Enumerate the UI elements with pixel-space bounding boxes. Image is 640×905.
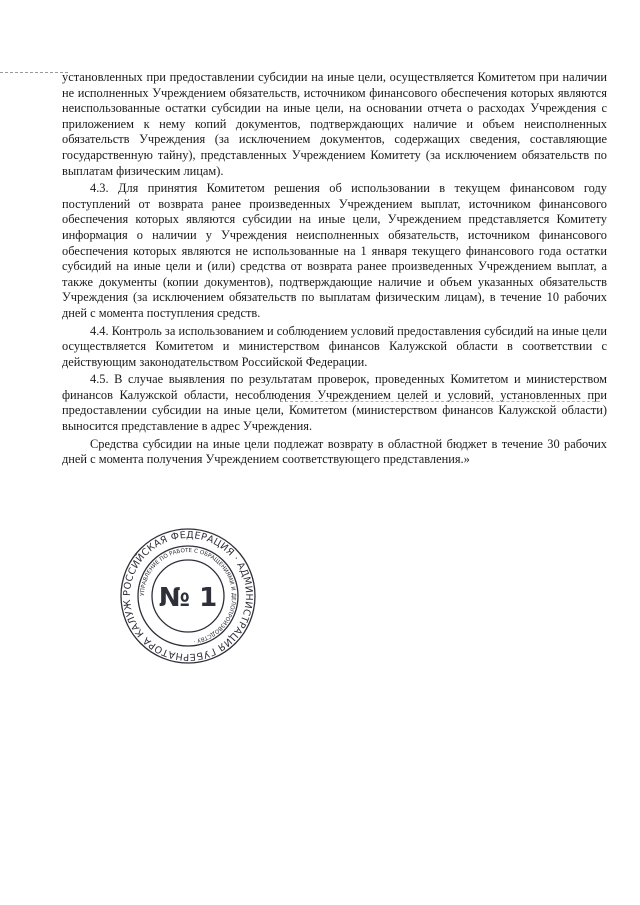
seal-graphic xyxy=(118,526,258,666)
seal-inner-text: УПРАВЛЕНИЕ ПО РАБОТЕ С ОБРАЩЕНИЯМИ И ДЕЛОПРОИЗВОДСТВУ · xyxy=(139,547,237,644)
scan-artifact-line xyxy=(0,72,68,73)
paragraph-continuation: установленных при предоставлении субсидии на иные цели, осуществляется Комитетом при наличии не исполненных Учреждением обязательств, источником финансового обеспечения которых являются неиспользованные остатки субсидии на иные цели, на основании отчета о расходах Учреждения с приложением к нему копий документов, подтверждающих наличие и объем неисполненных обязательств Учреждения (за исключением документов, содержащих сведения, составляющие государственную тайну), представленных Учреждением Комитету (за исключением обязательств по выплатам физическим лицам). xyxy=(62,70,607,178)
seal-number: № 1 xyxy=(158,583,218,613)
paragraph-4-4: 4.4. Контроль за использованием и соблюдением условий предоставления субсидий на иные цели осуществляется Комитетом и министерством финансов Калужской области в соответствии с действующим законодательством Российской Федерации. xyxy=(62,323,607,369)
seal-outer-text: РОССИЙСКАЯ ФЕДЕРАЦИЯ · АДМИНИСТРАЦИЯ ГУБЕРНАТОРА КАЛУЖ xyxy=(121,529,255,663)
paragraph-4-3: 4.3. Для принятия Комитетом решения об использовании в текущем финансовом году поступлений от возврата ранее произведенных Учреждением выплат, источником финансового обеспечения которых являются субсидии на иные цели, Учреждением представляется Комитету информация о наличии у Учреждения неисполненных обязательств, источником финансового обеспечения которых являются не использованные на 1 января текущего финансового года остатки субсидий на иные цели и (или) средства от возврата ранее произведенных Учреждением выплат, а также документы (копии документов), подтверждающие наличие и объем указанных обязательств Учреждения (за исключением обязательств по выплатам физическим лицам), в течение 10 рабочих дней с момента поступления средств. xyxy=(62,181,607,320)
official-seal-stamp xyxy=(118,526,258,666)
paragraph-refund: Средства субсидии на иные цели подлежат возврату в областной бюджет в течение 30 рабочих дней с момента получения Учреждением соответствующего представления.» xyxy=(62,436,607,467)
paragraph-4-5: 4.5. В случае выявления по результатам проверок, проведенных Комитетом и министерством финансов Калужской области, несоблюдения Учреждением целей и условий, установленных при предоставлении субсидии на иные цели, Комитетом (министерством финансов Калужской области) выносится представление в адрес Учреждения. xyxy=(62,372,607,434)
document-body xyxy=(62,70,607,470)
